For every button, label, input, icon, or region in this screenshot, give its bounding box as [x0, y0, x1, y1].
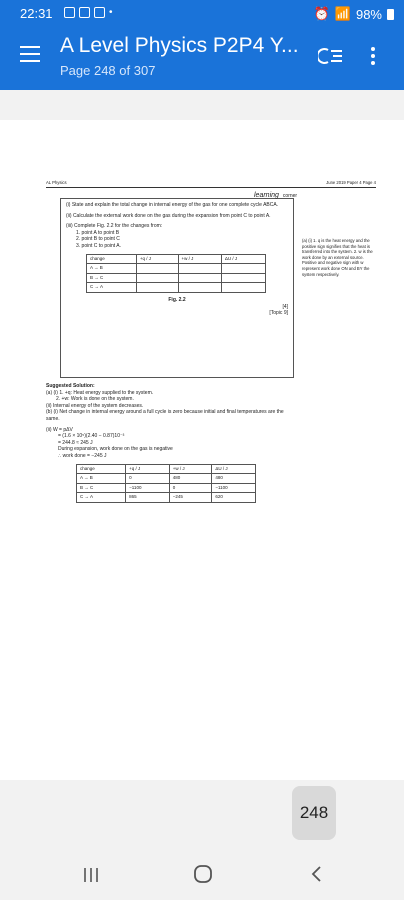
table-cell: −1100	[126, 483, 170, 493]
brand-suffix: corner	[282, 193, 298, 199]
table-cell: 480	[212, 474, 256, 484]
solution-text: During expansion, work done on the gas is negative	[58, 446, 173, 453]
solution-text: = (1.6 × 10⁵)(2.40 − 0.87)10⁻³	[58, 433, 125, 440]
table-cell: C → A	[87, 283, 137, 293]
solution-text: (a) (i) 1. +q: Heat energy supplied to the system.	[46, 389, 154, 396]
table-cell: A → B	[87, 264, 137, 274]
battery-text: 98%	[355, 6, 382, 22]
dot-icon: •	[109, 7, 113, 18]
hamburger-menu-icon[interactable]	[20, 46, 40, 62]
table-of-contents-icon[interactable]	[318, 42, 346, 70]
document-title: A Level Physics P2P4 Y...	[60, 34, 299, 57]
table-header: +q / J	[136, 254, 178, 264]
solution-text: = 244.8 ≈ 245 J	[58, 439, 93, 446]
question-iii: (iii) Complete Fig. 2.2 for the changes from:	[66, 223, 163, 230]
table-cell: C → A	[77, 493, 126, 503]
fig-2-2-table	[86, 254, 266, 293]
table-cell: 480	[169, 474, 212, 484]
home-icon[interactable]	[193, 864, 213, 884]
table-cell: A → B	[77, 474, 126, 484]
alarm-icon: ⏰	[313, 6, 330, 21]
back-icon[interactable]	[308, 865, 326, 883]
question-iii-2: 2. point B to point C	[76, 236, 120, 243]
brand-text: learning	[254, 192, 279, 199]
table-header: ΔU / J	[221, 254, 265, 264]
table-header: +w / J	[178, 254, 221, 264]
gallery-icon	[64, 7, 75, 18]
page-number-badge[interactable]: 248	[292, 786, 336, 840]
table-cell: 0	[126, 474, 170, 484]
table-header: +w / J	[169, 464, 212, 474]
wifi-icon: 📶	[334, 6, 351, 21]
figure-caption: Fig. 2.2	[168, 296, 186, 303]
table-cell: −245	[169, 493, 212, 503]
table-cell: −1100	[212, 483, 256, 493]
table-cell: B → C	[77, 483, 126, 493]
navigation-bar	[0, 848, 404, 900]
message-icon	[79, 7, 90, 18]
solution-text: (ii) W = pΔV	[46, 426, 73, 433]
question-i: (i) State and explain the total change in internal energy of the gas for one complete cycle ABCA.	[66, 202, 279, 208]
question-box	[60, 198, 294, 378]
status-bar	[0, 0, 404, 28]
answer-table	[76, 464, 256, 503]
question-iii-1: 1. point A to point B	[76, 229, 120, 236]
pdf-header-right: June 2019 Paper 4 Page 4	[326, 180, 376, 185]
solution-text: (b) (i) Net change in internal energy around a full cycle is zero because initial and final temperatures are the same.	[46, 409, 284, 422]
topic-label: [Topic 9]	[269, 310, 288, 317]
solution-text: 2. +w: Work is done on the system.	[56, 396, 134, 403]
table-cell: 865	[126, 493, 170, 503]
question-iii-3: 3. point C to point A.	[76, 242, 122, 249]
pdf-header-left: AL Physics	[46, 180, 67, 185]
table-header: change	[77, 464, 126, 474]
cast-icon	[94, 7, 105, 18]
recent-apps-icon[interactable]	[82, 866, 100, 884]
solution-text: (ii) Internal energy of the system decreases.	[46, 402, 144, 409]
mark-label: [4]	[282, 303, 288, 310]
app-bar	[0, 28, 404, 90]
solution-text: ∴ work done = −245 J	[58, 452, 107, 459]
suggested-solution-heading: Suggested Solution:	[46, 383, 95, 389]
side-notes: (a) (i) 1. q is the heat energy and the positive sign signifies that the heat is transferred into the system. 2. w is the work done by an external source. Positive and negative sign with w represent work done ON and BY the system respectively.	[302, 238, 373, 277]
table-header: ΔU / J	[212, 464, 256, 474]
battery-icon	[387, 9, 394, 20]
status-time: 22:31	[20, 6, 53, 21]
notification-icons	[64, 7, 113, 18]
table-cell: B → C	[87, 273, 137, 283]
table-cell: 620	[212, 493, 256, 503]
learning-corner-logo	[254, 192, 297, 199]
solution-section	[46, 383, 296, 503]
table-header: change	[87, 254, 137, 264]
question-ii: (ii) Calculate the external work done on the gas during the expansion from point C to point A.	[66, 212, 271, 219]
pdf-page[interactable]	[0, 120, 404, 780]
page-counter: Page 248 of 307	[60, 63, 156, 78]
more-options-icon[interactable]	[364, 42, 382, 70]
table-header: +q / J	[126, 464, 170, 474]
table-cell: 0	[169, 483, 212, 493]
